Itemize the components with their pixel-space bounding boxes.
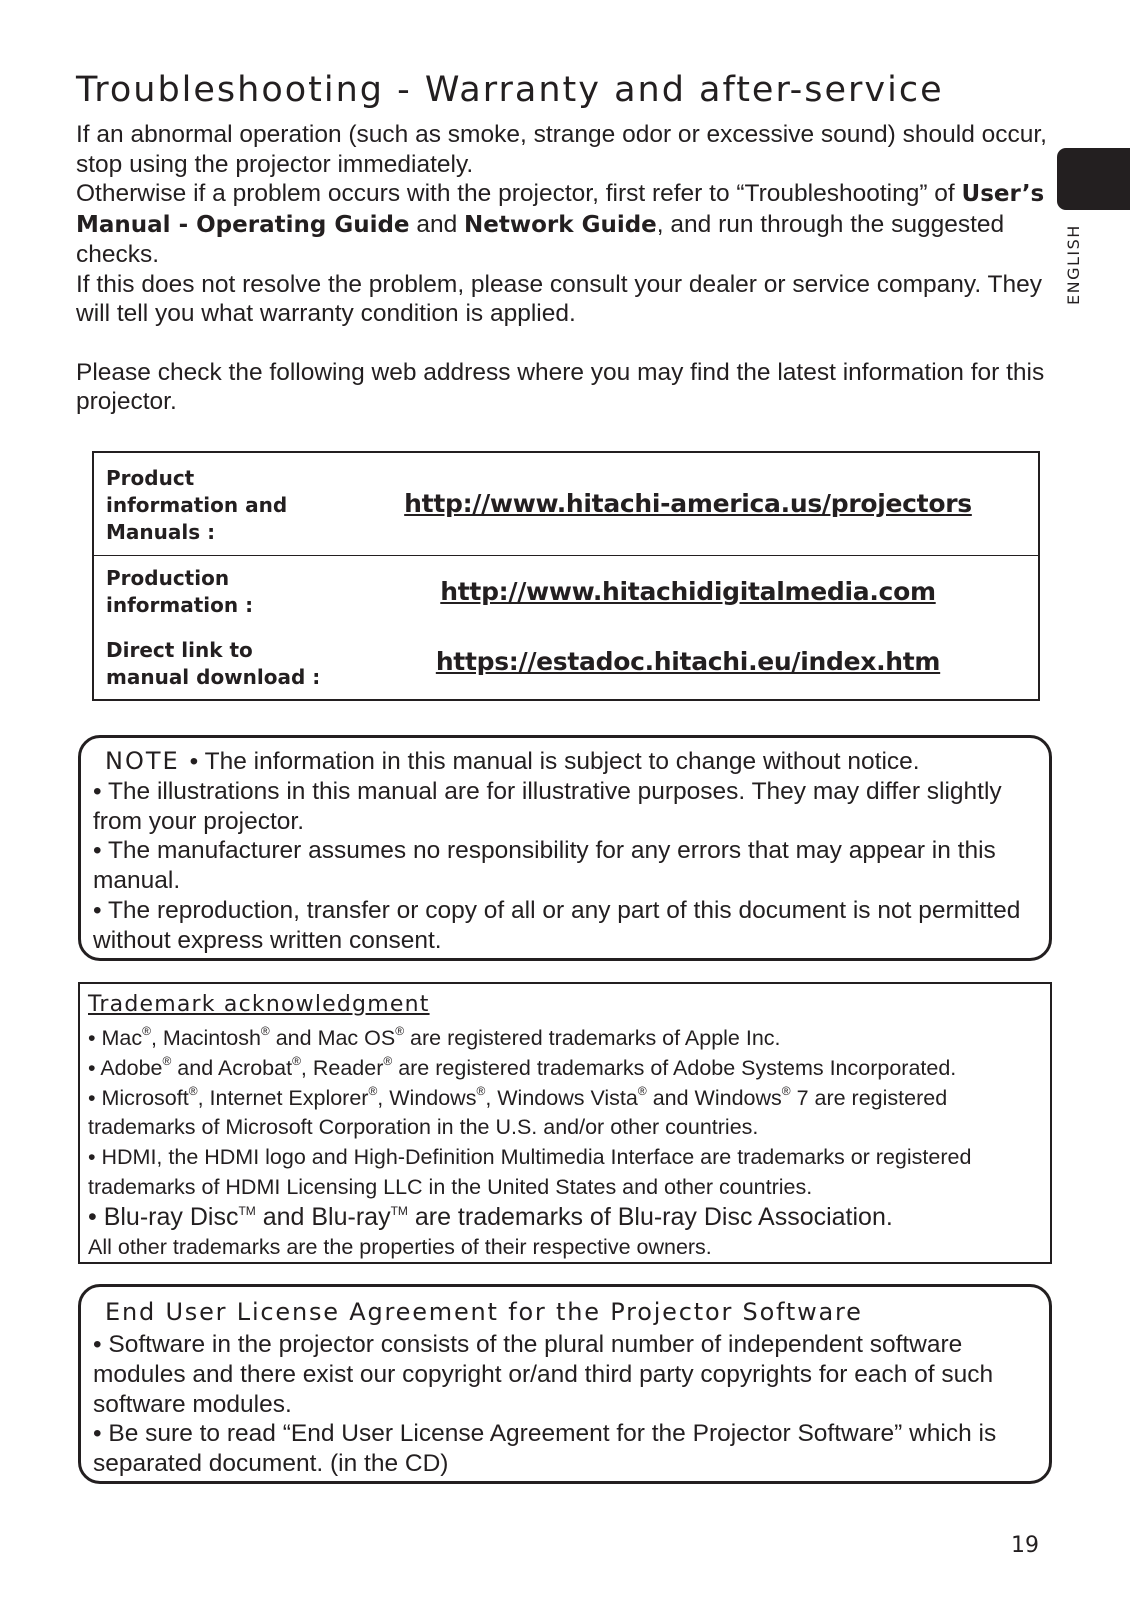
trademark-item — [88, 1054, 1048, 1084]
web-address-row — [94, 627, 1038, 701]
registered-mark: ® — [188, 1083, 198, 1098]
eula-text — [93, 1330, 1041, 1479]
trademark-list — [88, 1024, 1048, 1262]
intro-p2-and: and — [409, 210, 465, 238]
note-item-text: • The information in this manual is subject to change without notice. — [189, 748, 920, 775]
note-text — [93, 747, 1041, 956]
registered-mark: ® — [395, 1024, 405, 1038]
intro-paragraph-4: Please check the following web address where you may find the latest information for this projector. — [76, 358, 1045, 415]
web-address-label: Product information and Manuals : — [106, 466, 288, 544]
tm-text: • Blu-ray Disc — [88, 1202, 239, 1231]
tm-text: • Microsoft — [88, 1085, 189, 1110]
production-info-link[interactable]: http://www.hitachidigitalmedia.com — [440, 577, 936, 606]
trademark-mark: TM — [238, 1203, 256, 1218]
trademark-item — [88, 1084, 1048, 1144]
operating-guide-reference: User’s Manual - Operating Guide — [76, 181, 1045, 238]
registered-mark: ® — [162, 1053, 172, 1068]
tm-text: and Blu-ray — [255, 1202, 391, 1231]
web-address-label: Direct link to manual download : — [106, 638, 321, 689]
trademark-item: • HDMI, the HDMI logo and High-Definition Multimedia Interface are trademarks or registered trademarks of HDMI Licensing LLC in the United States and other countries. — [88, 1145, 972, 1199]
note-item: • The reproduction, transfer or copy of all or any part of this document is not permitted without express written consent. — [93, 896, 1021, 954]
trademark-item — [88, 1203, 1048, 1233]
tm-text: 7 are registered trademarks of Microsoft Corporation in the U.S. and/or other countries. — [88, 1085, 948, 1140]
tm-text: are registered trademarks of Adobe Systems Incorporated. — [392, 1055, 957, 1080]
page-title: Troubleshooting - Warranty and after-service — [76, 70, 944, 110]
trademark-title: Trademark acknowledgment — [88, 992, 430, 1017]
registered-mark: ® — [292, 1053, 301, 1068]
tm-text: , Reader — [300, 1055, 384, 1080]
registered-mark: ® — [260, 1024, 270, 1038]
trademark-box — [78, 982, 1052, 1264]
intro-paragraph-2 — [76, 179, 1066, 270]
tm-text: and Acrobat — [171, 1055, 293, 1080]
eula-title: End User License Agreement for the Projector Software — [105, 1298, 863, 1326]
trademark-item: All other trademarks are the properties of their respective owners. — [88, 1234, 712, 1259]
trademark-item — [88, 1024, 1048, 1054]
tm-text: are registered trademarks of Apple Inc. — [404, 1026, 781, 1050]
registered-mark: ® — [383, 1053, 393, 1068]
note-item: • The illustrations in this manual are for illustrative purposes. They may differ slightly from your projector. — [93, 777, 1002, 835]
intro-paragraph-3: If this does not resolve the problem, please consult your dealer or service company. They will tell you what warranty condition is applied. — [76, 270, 1042, 327]
tm-text: , Macintosh — [150, 1026, 261, 1050]
intro-p2-suffix: , and run through the suggested checks. — [76, 210, 1005, 268]
registered-mark: ® — [142, 1024, 151, 1038]
web-address-row — [94, 453, 1038, 556]
intro-paragraph-1: If an abnormal operation (such as smoke, strange odor or excessive sound) should occur, stop using the projector immediately. — [76, 121, 1047, 178]
manual-download-link[interactable]: https://estadoc.hitachi.eu/index.htm — [435, 647, 941, 676]
eula-item: • Software in the projector consists of the plural number of independent software modules and there exist our copyright or/and third party copyrights for each of such software modules. — [93, 1331, 994, 1418]
registered-mark: ® — [476, 1083, 486, 1098]
trademark-mark: TM — [390, 1203, 408, 1218]
eula-box — [78, 1284, 1052, 1484]
tm-text: and Windows — [646, 1085, 782, 1110]
tm-text: , Windows — [377, 1085, 477, 1110]
tm-text: , Windows Vista — [485, 1085, 638, 1110]
note-tag: NOTE — [105, 747, 180, 775]
language-tab-marker — [1057, 148, 1130, 210]
web-address-label: Production information : — [106, 566, 254, 617]
registered-mark: ® — [781, 1083, 791, 1098]
note-item: • The manufacturer assumes no responsibility for any errors that may appear in this manual. — [93, 837, 996, 895]
tm-text: • Mac — [88, 1026, 143, 1050]
web-address-row — [94, 555, 1038, 627]
tm-text: • Adobe — [88, 1055, 163, 1080]
tm-text: and Mac OS — [269, 1026, 396, 1050]
registered-mark: ® — [637, 1083, 647, 1098]
eula-item: • Be sure to read “End User License Agreement for the Projector Software” which is separated document. (in the CD) — [93, 1420, 997, 1478]
network-guide-reference: Network Guide — [464, 211, 657, 238]
tm-text: , Internet Explorer — [197, 1085, 369, 1110]
page-number: 19 — [1011, 1533, 1039, 1558]
intro-p2-prefix: Otherwise if a problem occurs with the projector, first refer to “Troubleshooting” of — [76, 180, 962, 207]
intro-text — [76, 120, 1066, 417]
tm-text: are trademarks of Blu-ray Disc Association. — [407, 1202, 893, 1231]
note-box — [78, 735, 1052, 961]
product-info-link[interactable]: http://www.hitachi-america.us/projectors — [404, 489, 972, 518]
web-address-table — [92, 451, 1040, 701]
registered-mark: ® — [368, 1083, 378, 1098]
note-item — [93, 747, 1041, 777]
language-tab-label: ENGLISH — [1064, 224, 1083, 305]
